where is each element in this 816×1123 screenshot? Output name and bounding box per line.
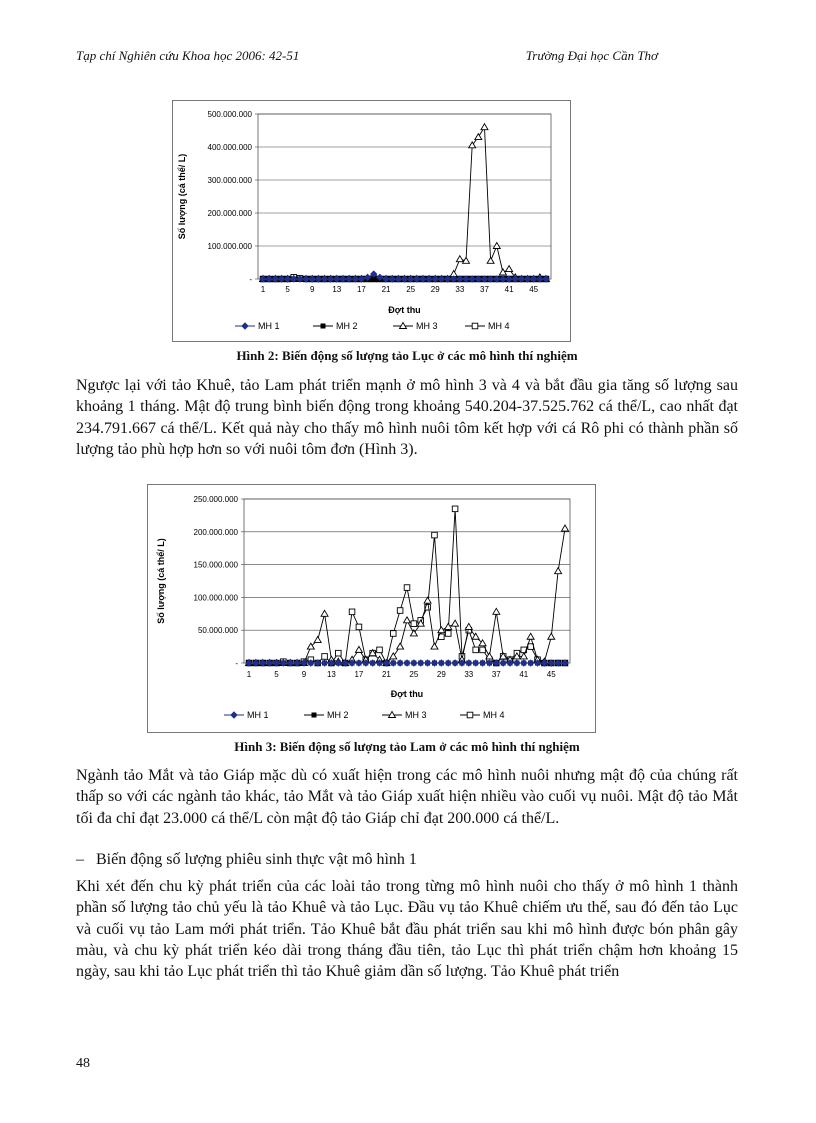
y-tick-label: 500.000.000 bbox=[207, 110, 252, 119]
legend-label: MH 1 bbox=[247, 710, 269, 720]
y-tick-label: 100.000.000 bbox=[193, 593, 238, 603]
x-tick-label: 45 bbox=[546, 670, 556, 679]
x-tick-label: 45 bbox=[529, 285, 539, 294]
y-tick-label: - bbox=[249, 275, 252, 284]
paragraph-3: Khi xét đến chu kỳ phát triển của các loài tảo trong từng mô hình nuôi cho thấy ở mô hình 1 thành phần số lượng tảo chủ yếu là tảo Khuê và tảo Lục. Đầu vụ tảo Khuê chiếm ưu thế, sau đó đến tảo Lục và cuối vụ tảo Lam mới phát triển. Tảo Khuê bắt đầu phát triển sau khi mô hình được bón phân gây màu, và chu kỳ phát triển kéo dài trong tháng đầu tiên, tảo Lục thì phát triển chậm hơn khoảng 15 ngày, sau khi tảo Lục phát triển thì tảo Khuê giảm dần số lượng. Tảo Khuê phát triển bbox=[76, 878, 738, 981]
legend-label: MH 4 bbox=[488, 321, 510, 331]
data-point-mh4 bbox=[322, 654, 328, 660]
y-tick-label: - bbox=[235, 659, 238, 668]
bullet-item bbox=[76, 851, 417, 869]
y-tick-label: 200.000.000 bbox=[193, 527, 238, 537]
x-tick-label: 41 bbox=[519, 670, 529, 679]
data-point-mh4 bbox=[356, 624, 362, 630]
data-point-mh4 bbox=[390, 631, 396, 637]
y-tick-label: 300.000.000 bbox=[207, 176, 252, 185]
x-tick-label: 9 bbox=[309, 285, 315, 294]
plot-area bbox=[244, 499, 570, 663]
x-tick-label: 29 bbox=[436, 670, 446, 679]
data-point-mh4 bbox=[445, 631, 451, 637]
paragraph-1: Ngược lại với tảo Khuê, tảo Lam phát triển mạnh ở mô hình 3 và 4 và bắt đầu gia tăng số lượng sau khoảng 1 tháng. Mật độ trung bình biến động trong khoảng 540.204-37.525.762 cá thể/L, cao nhất đạt 234.791.667 cá thể/L. Kết quả này cho thấy mô hình nuôi tôm kết hợp với cá Rô phi có thành phần số lượng tảo phù hợp hơn so với nuôi tôm đơn (Hình 3). bbox=[76, 377, 738, 458]
paragraph-2: Ngành tảo Mắt và tảo Giáp mặc dù có xuất hiện trong các mô hình nuôi nhưng mật độ của chúng rất thấp so với các ngành tảo khác, tảo Mắt và tảo Giáp xuất hiện nhiều vào cuối vụ nuôi. Mật độ tảo Mắt tối đa chỉ đạt 23.000 cá thể/L còn mật độ tảo Giáp chỉ đạt 200.000 cá thể/L. bbox=[76, 767, 738, 827]
figure-3-chart bbox=[147, 484, 596, 733]
data-point-mh4 bbox=[377, 647, 383, 653]
x-tick-label: 37 bbox=[480, 285, 489, 294]
figure-2-caption: Hình 2: Biến động số lượng tảo Lục ở các mô hình thí nghiệm bbox=[236, 348, 578, 363]
figure-2-svg bbox=[173, 101, 570, 341]
data-point-mh4 bbox=[432, 532, 438, 538]
x-tick-label: 5 bbox=[285, 285, 290, 294]
page-number: 48 bbox=[76, 1056, 90, 1071]
y-axis-label: Số lượng (cá thể/ L) bbox=[156, 538, 166, 624]
x-tick-label: 21 bbox=[381, 285, 391, 294]
data-point-mh4 bbox=[473, 647, 479, 653]
legend-label: MH 4 bbox=[483, 710, 505, 720]
data-point-mh4 bbox=[349, 609, 355, 615]
x-tick-label: 17 bbox=[354, 670, 364, 679]
x-tick-label: 5 bbox=[274, 670, 279, 679]
legend-label: MH 2 bbox=[327, 710, 349, 720]
y-tick-label: 250.000.000 bbox=[193, 495, 238, 504]
x-tick-label: 25 bbox=[406, 285, 416, 294]
x-tick-label: 17 bbox=[356, 285, 366, 294]
x-tick-label: 13 bbox=[332, 285, 342, 294]
y-axis-label: Số lượng (cá thể/ L) bbox=[177, 153, 187, 240]
bullet-text: Biến động số lượng phiêu sinh thực vật mô hình 1 bbox=[96, 851, 417, 868]
y-tick-label: 200.000.000 bbox=[207, 209, 252, 218]
y-tick-label: 100.000.000 bbox=[207, 242, 252, 251]
legend-label: MH 1 bbox=[258, 321, 280, 331]
x-tick-label: 33 bbox=[464, 670, 474, 679]
data-point-mh4 bbox=[397, 608, 403, 614]
x-tick-label: 33 bbox=[455, 285, 465, 294]
figure-2-chart bbox=[172, 100, 571, 342]
figure-3-caption: Hình 3: Biến động số lượng tảo Lam ở các mô hình thí nghiệm bbox=[234, 739, 580, 754]
x-axis-label: Đợt thu bbox=[390, 689, 424, 699]
legend-marker bbox=[472, 323, 478, 329]
plot-area bbox=[258, 114, 551, 279]
legend-marker bbox=[312, 713, 317, 718]
legend-marker bbox=[231, 712, 237, 718]
data-point-mh4 bbox=[336, 650, 342, 656]
legend-label: MH 3 bbox=[416, 321, 438, 331]
data-point-mh4 bbox=[452, 506, 458, 512]
y-tick-label: 400.000.000 bbox=[207, 143, 252, 152]
journal-header: Tạp chí Nghiên cứu Khoa học 2006: 42-51 bbox=[76, 48, 300, 63]
data-point-mh4 bbox=[411, 621, 417, 627]
x-tick-label: 9 bbox=[301, 670, 307, 679]
bullet-dash: – bbox=[76, 851, 96, 868]
x-tick-label: 29 bbox=[430, 285, 440, 294]
legend-marker bbox=[467, 712, 473, 718]
university-header: Trường Đại học Cần Thơ bbox=[525, 48, 658, 63]
y-tick-label: 150.000.000 bbox=[193, 560, 238, 570]
legend-marker bbox=[321, 324, 326, 329]
x-tick-label: 21 bbox=[381, 670, 391, 679]
data-point-mh4 bbox=[404, 585, 410, 591]
y-tick-label: 50.000.000 bbox=[197, 626, 238, 636]
x-tick-label: 37 bbox=[491, 670, 501, 679]
x-axis-label: Đợt thu bbox=[388, 305, 421, 315]
legend-label: MH 2 bbox=[336, 321, 358, 331]
legend-marker bbox=[242, 323, 248, 329]
x-tick-label: 41 bbox=[504, 285, 514, 294]
x-tick-label: 1 bbox=[246, 670, 252, 679]
x-tick-label: 13 bbox=[326, 670, 336, 679]
x-tick-label: 1 bbox=[260, 285, 266, 294]
figure-3-svg bbox=[148, 485, 595, 732]
x-tick-label: 25 bbox=[409, 670, 419, 679]
legend-label: MH 3 bbox=[405, 710, 427, 720]
